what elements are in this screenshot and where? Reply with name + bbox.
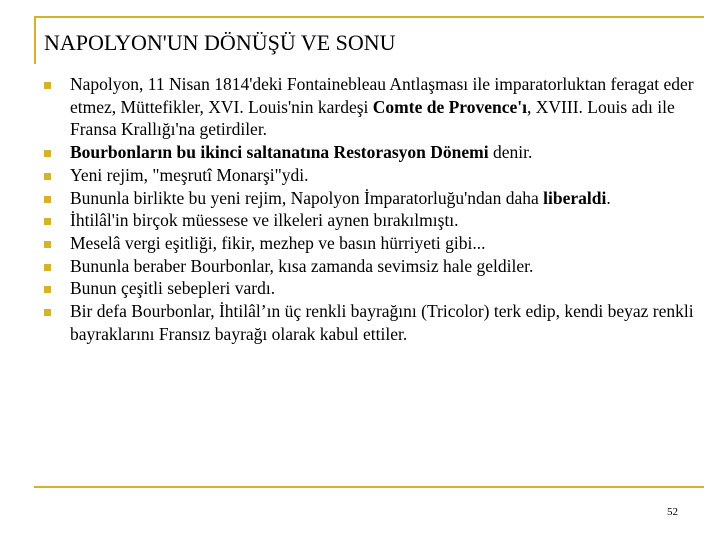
bullet-text-bold: Bourbonların bu ikinci saltanatına Restorasyon Dönemi <box>70 142 489 163</box>
bullet-text: Bir defa Bourbonlar, İhtilâl’ın üç renkli bayrağını (Tricolor) terk edip, kendi beyaz renkli bayraklarını Fransız bayrağı olarak kabul ettiler. <box>70 301 694 344</box>
bullet-text: , XVIII. Louis adı ile Fransa Krallığı'na getirdiler. <box>70 96 675 140</box>
page-number: 52 <box>667 506 678 518</box>
bottom-rule <box>34 486 704 488</box>
bullet-item <box>44 300 704 345</box>
bullet-text: Bununla beraber Bourbonlar, kısa zamanda sevimsiz hale geldiler. <box>70 255 534 276</box>
bullet-item <box>44 209 704 232</box>
bullet-item <box>44 73 704 141</box>
bullet-item <box>44 141 704 164</box>
bullet-item <box>44 255 704 278</box>
bullet-text: İhtilâl'in birçok müessese ve ilkeleri aynen bırakılmıştı. <box>70 210 459 231</box>
square-bullet-icon <box>44 218 51 225</box>
slide-title: NAPOLYON'UN DÖNÜŞÜ VE SONU <box>44 30 396 55</box>
left-rule <box>34 16 36 64</box>
square-bullet-icon <box>44 196 51 203</box>
bullet-item <box>44 277 704 300</box>
square-bullet-icon <box>44 241 51 248</box>
bullet-text: Meselâ vergi eşitliği, fikir, mezhep ve basın hürriyeti gibi... <box>70 232 486 253</box>
bullet-text: Bunun çeşitli sebepleri vardı. <box>70 278 276 299</box>
square-bullet-icon <box>44 309 51 316</box>
bullet-item <box>44 164 704 187</box>
bullet-text-bold: Comte de Provence'ı <box>372 96 528 117</box>
square-bullet-icon <box>44 150 51 157</box>
square-bullet-icon <box>44 173 51 180</box>
bullet-text-bold: liberaldi <box>543 187 607 208</box>
square-bullet-icon <box>44 82 51 89</box>
bullet-list <box>44 73 704 345</box>
bullet-text: Bununla birlikte bu yeni rejim, Napolyon İmparatorluğu'ndan daha <box>70 187 544 208</box>
bullet-item <box>44 232 704 255</box>
bullet-text: Napolyon, 11 Nisan 1814'deki Fontainebleau Antlaşması ile imparatorluktan feragat eder etmez, Müttefikler, XVI. Louis'nin kardeşi <box>70 74 694 117</box>
top-rule <box>34 16 704 18</box>
bullet-item <box>44 187 704 210</box>
bullet-text: . <box>606 187 611 208</box>
bullet-text: denir. <box>488 142 533 163</box>
square-bullet-icon <box>44 264 51 271</box>
square-bullet-icon <box>44 286 51 293</box>
bullet-text: Yeni rejim, "meşrutî Monarşi"ydi. <box>70 164 309 185</box>
